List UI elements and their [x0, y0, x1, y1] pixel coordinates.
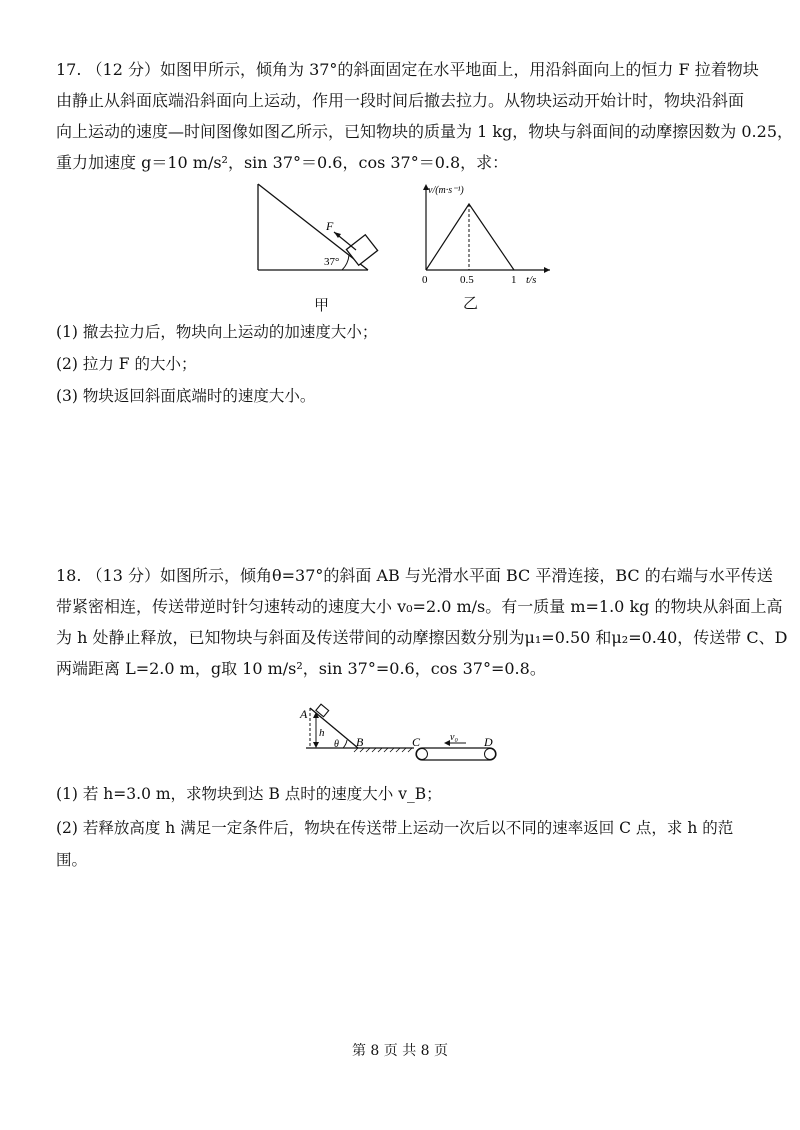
pulley-right — [485, 749, 496, 760]
label-v0: v₀ — [450, 732, 458, 743]
angle-label: 37° — [324, 256, 340, 268]
q18-stem — [56, 560, 788, 684]
figure-q18-incline-belt — [296, 700, 506, 770]
tick-0-5: 0.5 — [460, 274, 474, 286]
q17-question-3: (3) 物块返回斜面底端时的速度大小。 — [56, 387, 316, 405]
q17-line-1: 17. （12 分）如图甲所示，倾角为 37°的斜面固定在水平地面上，用沿斜面向上的恒力 F 拉着物块 — [56, 60, 759, 79]
page-footer: 第 8 页 共 8 页 — [351, 1043, 449, 1059]
q17-question-1: (1) 撤去拉力后，物块向上运动的加速度大小； — [56, 323, 378, 341]
figure-yi-vt-graph — [410, 180, 560, 290]
q18-question-2: (2) 若释放高度 h 满足一定条件后，物块在传送带上运动一次后以不同的速率返回 C 点，求 h 的范 — [56, 819, 734, 837]
x-axis-arrow — [544, 267, 550, 273]
q18-line-1: 18. （13 分）如图所示，倾角θ=37°的斜面 AB 与光滑水平面 BC 平滑连接，BC 的右端与水平传送 — [56, 566, 773, 585]
pulley-left — [417, 749, 428, 760]
velocity-curve — [426, 204, 514, 270]
q18-line-3: 为 h 处静止释放，已知物块与斜面及传送带间的动摩擦因数分别为μ₁=0.50 和μ₂=0.40，传送带 C、D — [56, 628, 788, 647]
q17-line-3: 向上运动的速度—时间图像如图乙所示，已知物块的质量为 1 kg，物块与斜面间的动摩擦因数为 0.25， — [56, 122, 794, 141]
height-arrow-bottom — [313, 742, 319, 748]
figure-yi-caption: 乙 — [463, 294, 479, 312]
label-d: D — [484, 735, 493, 749]
q18-question-1: (1) 若 h=3.0 m，求物块到达 B 点时的速度大小 v_B； — [56, 785, 442, 803]
angle-arc — [342, 255, 349, 270]
q18-question-2-cont: 围。 — [56, 851, 88, 869]
label-a: A — [300, 707, 308, 721]
q17-stem — [56, 54, 794, 178]
label-c: C — [412, 735, 421, 749]
q17-question-2: (2) 拉力 F 的大小； — [56, 355, 197, 373]
q18-line-2: 带紧密相连，传送带逆时针匀速转动的速度大小 v₀=2.0 m/s。有一质量 m=1.0 kg 的物块从斜面上高 — [56, 597, 783, 616]
block-on-incline — [346, 235, 377, 266]
figure-jia-caption: 甲 — [314, 296, 330, 314]
x-axis-label: t/s — [526, 274, 537, 286]
figure-jia-incline — [250, 178, 400, 288]
tick-0: 0 — [422, 274, 428, 286]
label-b: B — [356, 735, 364, 749]
q18-line-4: 两端距离 L=2.0 m，g取 10 m/s²，sin 37°=0.6，cos 37°=0.8。 — [56, 659, 546, 678]
theta-arc — [343, 740, 347, 748]
force-label: F — [326, 219, 334, 233]
label-h: h — [319, 727, 325, 739]
label-theta: θ — [334, 739, 339, 750]
tick-1: 1 — [511, 274, 517, 286]
q17-line-2: 由静止从斜面底端沿斜面向上运动，作用一段时间后撤去拉力。从物块运动开始计时，物块沿斜面 — [56, 91, 745, 110]
y-axis-label: v/(m·s⁻¹) — [428, 185, 464, 196]
q17-line-4: 重力加速度 g＝10 m/s²，sin 37°＝0.6，cos 37°＝0.8，求： — [56, 153, 509, 172]
